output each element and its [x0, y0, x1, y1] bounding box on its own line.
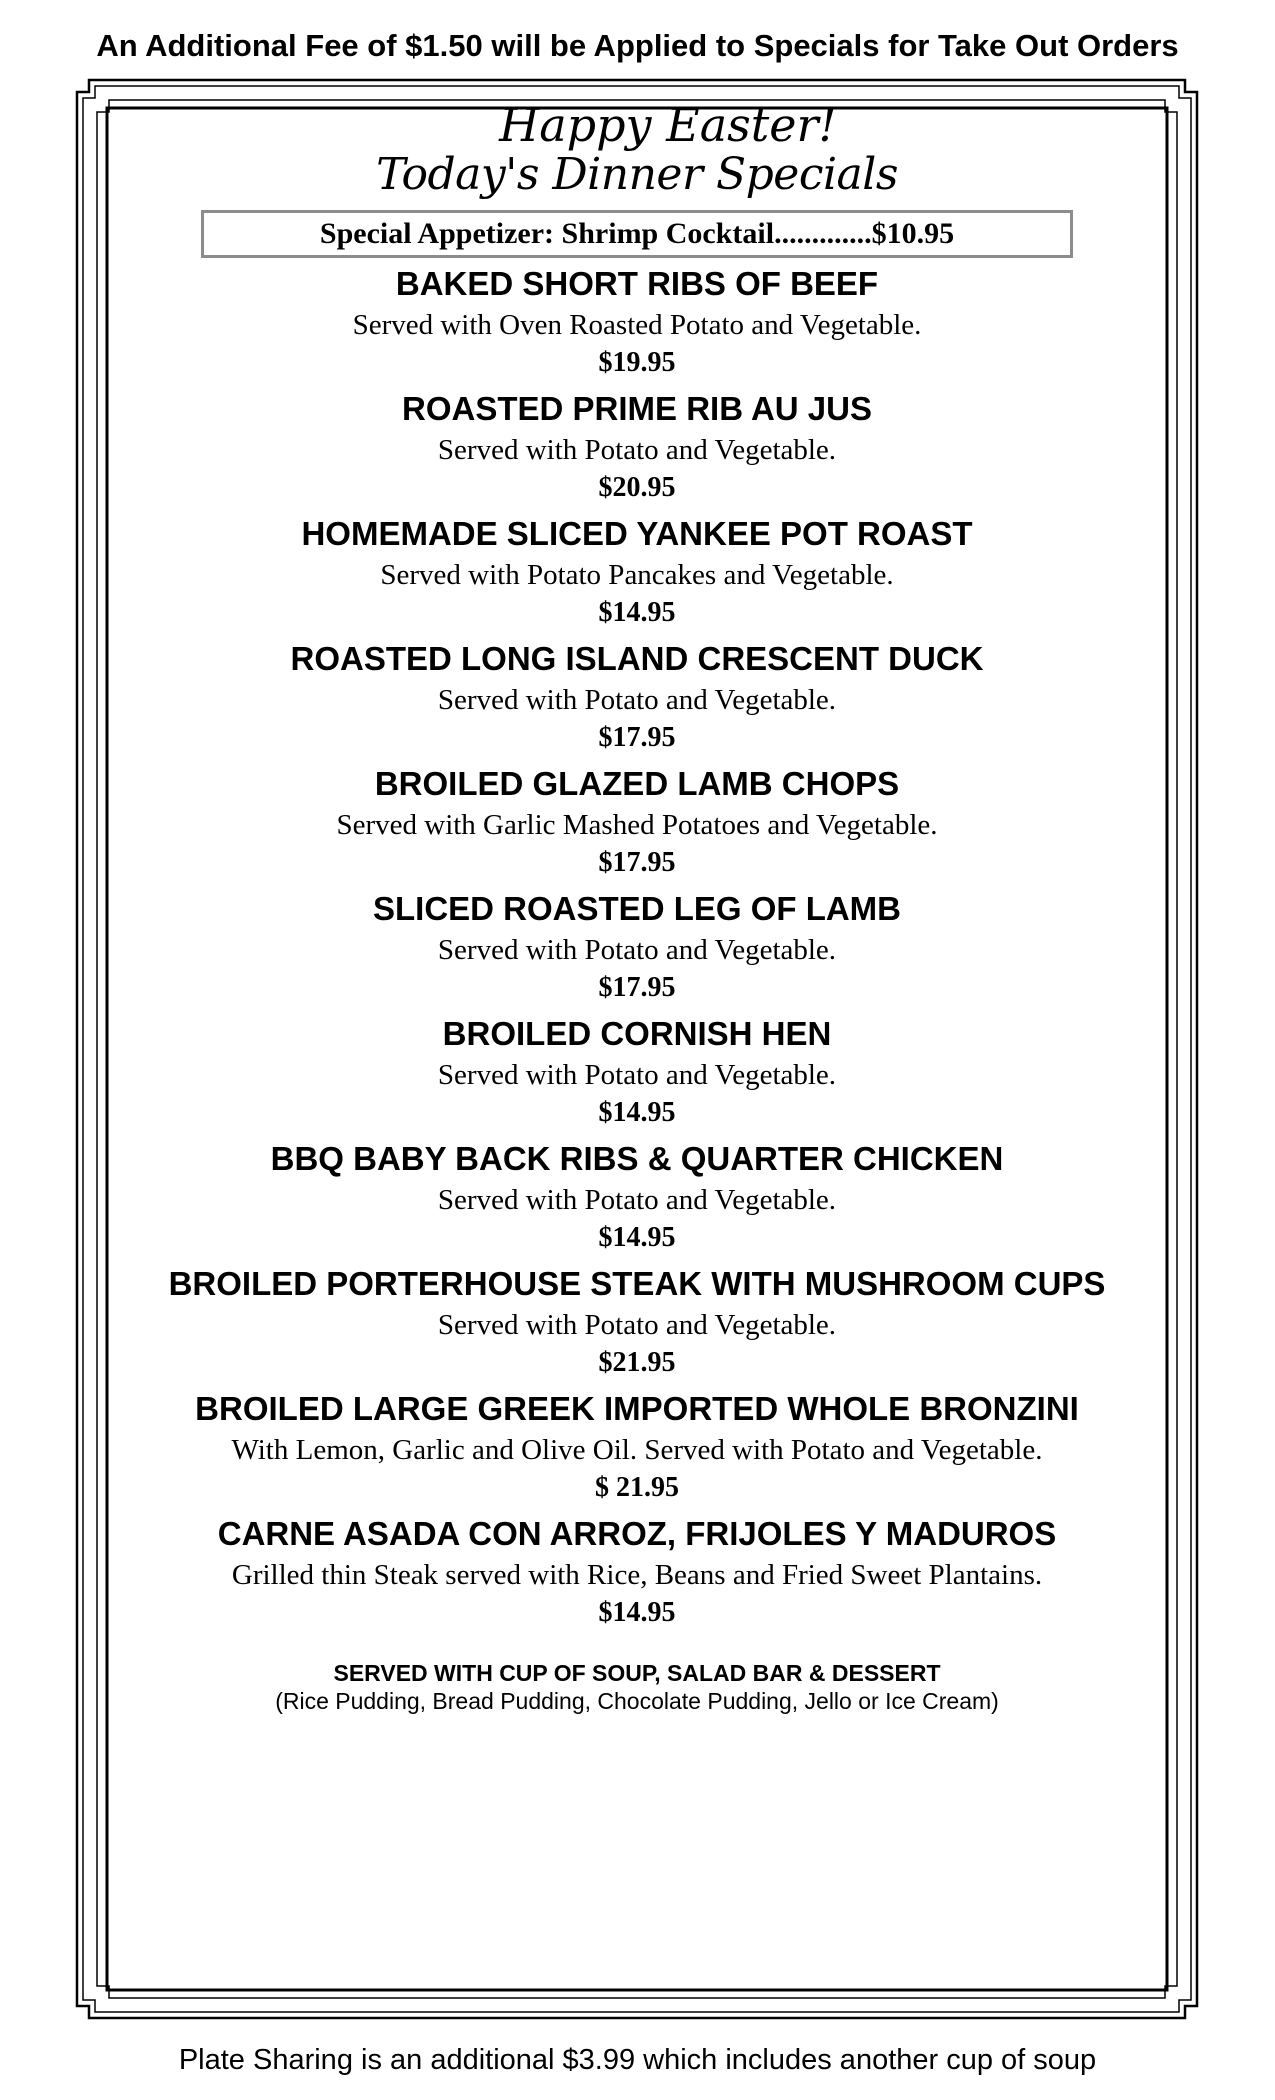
menu-item-description: Served with Potato and Vegetable.: [437, 434, 837, 466]
menu-item-description: Served with Garlic Mashed Potatoes and Vegetable.: [336, 809, 938, 841]
menu-item: [95, 1512, 1179, 1631]
menu-item-name: BROILED PORTERHOUSE STEAK WITH MUSHROOM CUPS: [168, 1265, 1106, 1302]
included-sides-note: SERVED WITH CUP OF SOUP, SALAD BAR & DESSERT: [333, 1660, 941, 1686]
menu-item: [95, 262, 1179, 381]
specials-menu: [95, 100, 1179, 1715]
menu-item-name: BROILED GLAZED LAMB CHOPS: [374, 765, 900, 802]
menu-item-price: $ 21.95: [595, 1472, 679, 1503]
menu-footer: [95, 1659, 1179, 1715]
menu-item-price: $20.95: [598, 472, 676, 503]
menu-item-description: Served with Potato and Vegetable.: [437, 1059, 837, 1091]
menu-item: [95, 512, 1179, 631]
menu-item: [95, 1262, 1179, 1381]
menu-item: [95, 387, 1179, 506]
dinner-specials-list: [95, 262, 1179, 1631]
menu-item-name: ROASTED LONG ISLAND CRESCENT DUCK: [290, 640, 984, 677]
menu-item-name: ROASTED PRIME RIB AU JUS: [402, 390, 872, 427]
holiday-greeting: Happy Easter!: [499, 98, 837, 152]
menu-item-price: $21.95: [598, 1347, 676, 1378]
menu-item-description: Served with Potato and Vegetable.: [437, 934, 837, 966]
menu-item-name: BROILED LARGE GREEK IMPORTED WHOLE BRONZINI: [195, 1390, 1079, 1427]
menu-item-description: Served with Potato Pancakes and Vegetable.: [380, 559, 894, 591]
menu-item-price: $14.95: [598, 1597, 676, 1628]
menu-item-name: HOMEMADE SLICED YANKEE POT ROAST: [301, 515, 973, 552]
menu-item-price: $14.95: [598, 597, 676, 628]
takeout-fee-notice: An Additional Fee of $1.50 will be Applied to Specials for Take Out Orders: [96, 28, 1179, 63]
menu-item: [95, 762, 1179, 881]
menu-item: [95, 887, 1179, 1006]
menu-item-description: Served with Potato and Vegetable.: [437, 684, 837, 716]
menu-item-description: Served with Potato and Vegetable.: [437, 1184, 837, 1216]
menu-item-description: Grilled thin Steak served with Rice, Beans and Fried Sweet Plantains.: [231, 1559, 1043, 1591]
menu-item: [95, 1137, 1179, 1256]
dessert-options: (Rice Pudding, Bread Pudding, Chocolate Pudding, Jello or Ice Cream): [275, 1688, 999, 1714]
menu-item-price: $19.95: [598, 347, 676, 378]
menu-item-price: $17.95: [598, 722, 676, 753]
menu-item-description: Served with Oven Roasted Potato and Vegetable.: [352, 309, 922, 341]
plate-sharing-notice: Plate Sharing is an additional $3.99 which includes another cup of soup: [178, 2044, 1097, 2076]
menu-item-name: SLICED ROASTED LEG OF LAMB: [373, 890, 901, 927]
menu-item-description: With Lemon, Garlic and Olive Oil. Served with Potato and Vegetable.: [231, 1434, 1043, 1466]
menu-item-price: $17.95: [598, 847, 676, 878]
menu-item: [95, 1012, 1179, 1131]
menu-item: [95, 1387, 1179, 1506]
menu-item-price: $17.95: [598, 972, 676, 1003]
menu-item-description: Served with Potato and Vegetable.: [437, 1309, 837, 1341]
menu-item-price: $14.95: [598, 1097, 676, 1128]
menu-item-price: $14.95: [598, 1222, 676, 1253]
special-appetizer: Special Appetizer: Shrimp Cocktail.............$10.95: [201, 210, 1073, 258]
menu-item-name: BBQ BABY BACK RIBS & QUARTER CHICKEN: [270, 1140, 1004, 1177]
menu-item-name: CARNE ASADA CON ARROZ, FRIJOLES Y MADUROS: [217, 1515, 1057, 1552]
page-title: Today's Dinner Specials: [376, 149, 898, 200]
menu-item-name: BAKED SHORT RIBS OF BEEF: [395, 265, 879, 302]
menu-item: [95, 637, 1179, 756]
menu-item-name: BROILED CORNISH HEN: [442, 1015, 832, 1052]
